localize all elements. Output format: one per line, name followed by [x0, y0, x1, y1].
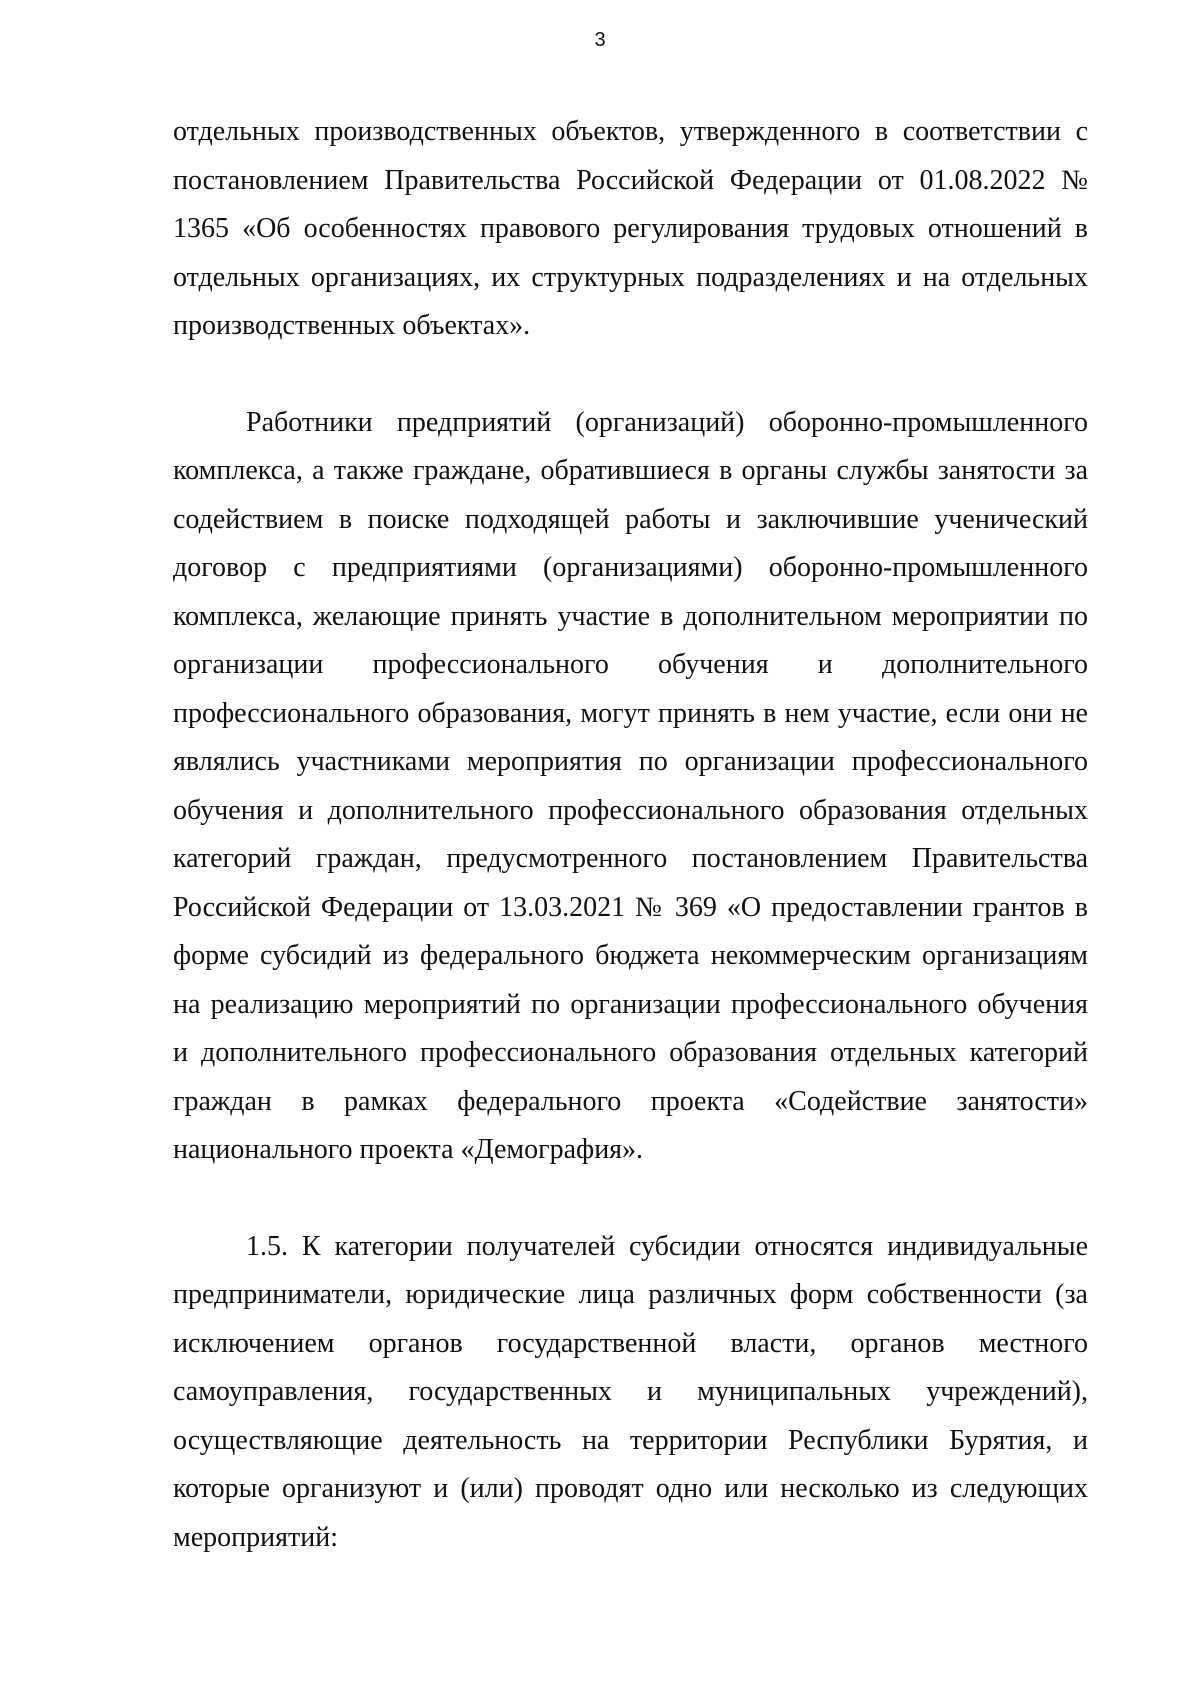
paragraph-section-1-5: 1.5. К категории получателей субсидии относятся индивидуальные предприниматели, юридические лица различных форм собственности (за исключением органов государственной власти, органов местного самоуправления, государственных и муниципальных учреждений), осуществляющие деятельность на территории Республики Бурятия, и которые организуют и (или) проводят одно или несколько из следующих мероприятий:	[173, 1230, 1088, 1553]
paragraph-continuation: отдельных производственных объектов, утвержденного в соответствии с постановлением Правительства Российской Федерации от 01.08.2022 № 1365 «Об особенностях правового регулирования трудовых отношений в отдельных организациях, их структурных подразделениях и на отдельных производственных объектах».	[173, 116, 1088, 341]
page-number: 3	[594, 29, 606, 51]
paragraph-participants: Работники предприятий (организаций) оборонно-промышленного комплекса, а также граждане, обратившиеся в органы службы занятости за содействием в поиске подходящей работы и заключившие ученический договор с предприятиями (организациями) оборонно-промышленного комплекса, желающие принять участие в дополнительном мероприятии по организации профессионального обучения и дополнительного профессионального образования, могут принять в нем участие, если они не являлись участниками мероприятия по организации профессионального обучения и дополнительного профессионального образования отдельных категорий граждан, предусмотренного постановлением Правительства Российской Федерации от 13.03.2021 № 369 «О предоставлении грантов в форме субсидий из федерального бюджета некоммерческим организациям на реализацию мероприятий по организации профессионального обучения и дополнительного профессионального образования отдельных категорий граждан в рамках федерального проекта «Содействие занятости» национального проекта «Демография».	[173, 406, 1088, 1165]
document-body	[173, 108, 1088, 1562]
